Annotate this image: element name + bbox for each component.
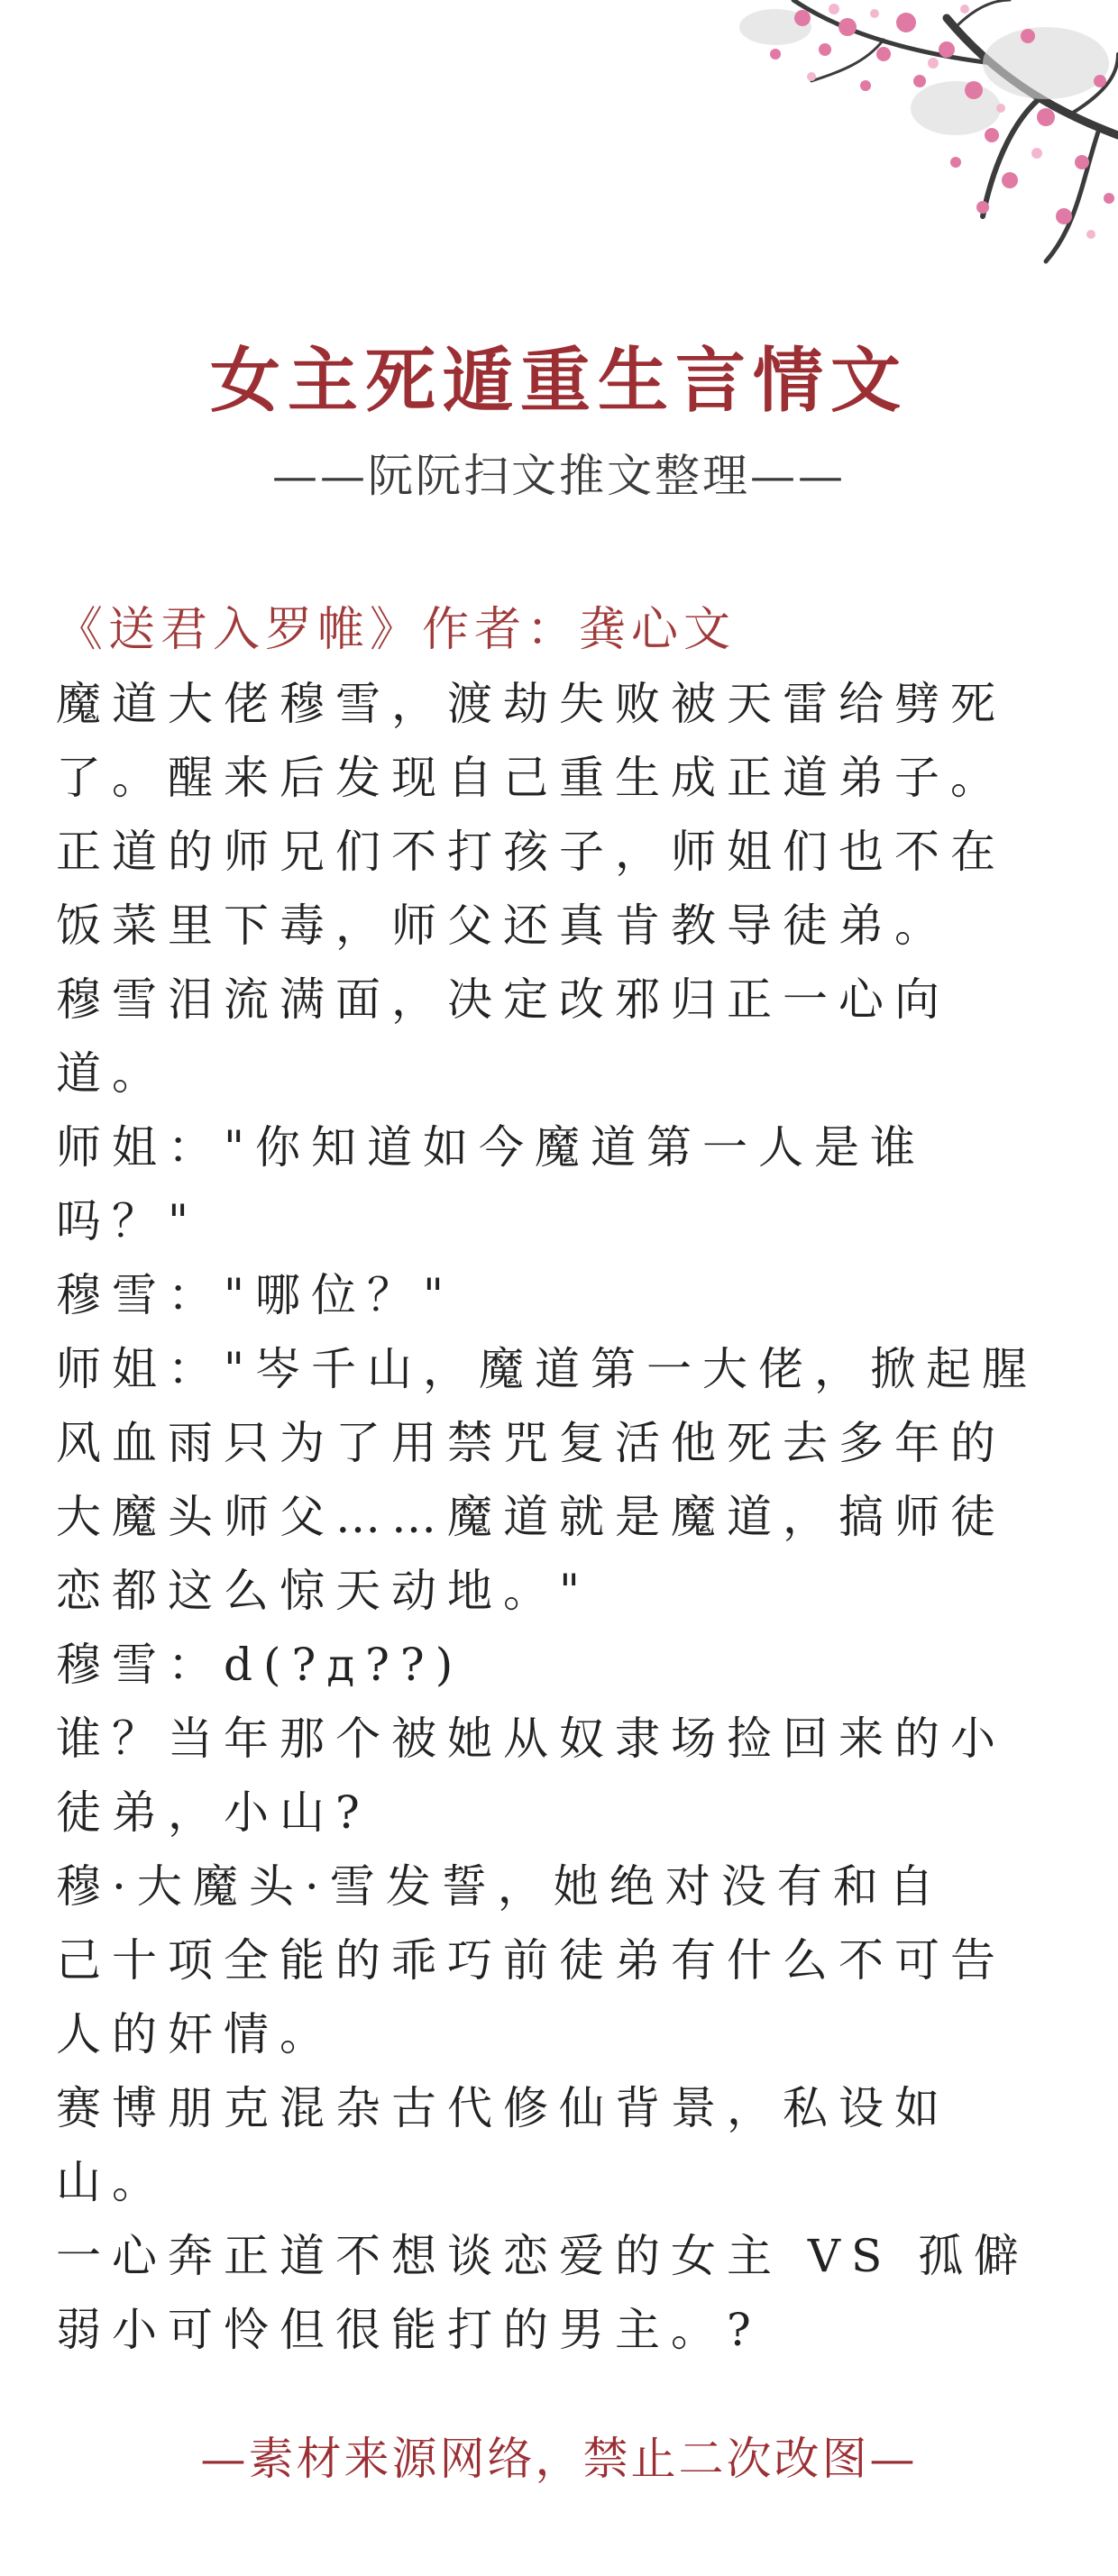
synopsis-line: 弱小可怜但很能打的男主。? — [56, 2304, 762, 2356]
synopsis-line: 风血雨只为了用禁咒复活他死去多年的 — [56, 1417, 1006, 1469]
plum-blossom-illustration — [415, 0, 1118, 270]
synopsis-text — [56, 667, 1075, 2367]
synopsis-line: 吗？" — [56, 1195, 199, 1247]
book-title-line: 《送君入罗帷》作者：龚心文 — [56, 603, 737, 657]
synopsis-line: 魔道大佬穆雪，渡劫失败被天雷给劈死 — [56, 678, 1006, 730]
synopsis-line: 恋都这么惊天动地。" — [56, 1565, 591, 1617]
synopsis-line: 了。醒来后发现自己重生成正道弟子。 — [56, 752, 1006, 804]
synopsis-line: 大魔头师父……魔道就是魔道，搞师徒 — [56, 1491, 1006, 1543]
synopsis-line: 徒弟，小山? — [56, 1786, 371, 1839]
synopsis-line: 赛博朋克混杂古代修仙背景，私设如 — [56, 2082, 950, 2134]
synopsis-line: 一心奔正道不想谈恋爱的女主 VS 孤僻 — [56, 2230, 1031, 2282]
synopsis-line: 穆·大魔头·雪发誓，她绝对没有和自 — [56, 1860, 945, 1913]
synopsis-line: 道。 — [56, 1047, 168, 1100]
synopsis-line: 饭菜里下毒，师父还真肯教导徒弟。 — [56, 900, 950, 952]
synopsis-line: 穆雪：d(?д??) — [56, 1639, 464, 1691]
synopsis-line: 穆雪泪流满面，决定改邪归正一心向 — [56, 973, 950, 1026]
synopsis-line: 己十项全能的乖巧前徒弟有什么不可告 — [56, 1934, 1006, 1987]
synopsis-line: 山。 — [56, 2156, 168, 2208]
page-subtitle: ——阮阮扫文推文整理—— — [272, 450, 846, 502]
synopsis-line: 正道的师兄们不打孩子，师姐们也不在 — [56, 826, 1006, 878]
synopsis-line: 师姐："你知道如今魔道第一人是谁 — [56, 1121, 926, 1174]
synopsis-line: 谁？当年那个被她从奴隶场捡回来的小 — [56, 1713, 1006, 1765]
synopsis-line: 人的奸情。 — [56, 2008, 335, 2060]
synopsis-line: 师姐："岑千山，魔道第一大佬，掀起腥 — [56, 1343, 1038, 1395]
footer-notice: —素材来源网络，禁止二次改图— — [200, 2433, 918, 2485]
page-title: 女主死遁重生言情文 — [209, 340, 908, 422]
synopsis-line: 穆雪："哪位？" — [56, 1269, 454, 1321]
